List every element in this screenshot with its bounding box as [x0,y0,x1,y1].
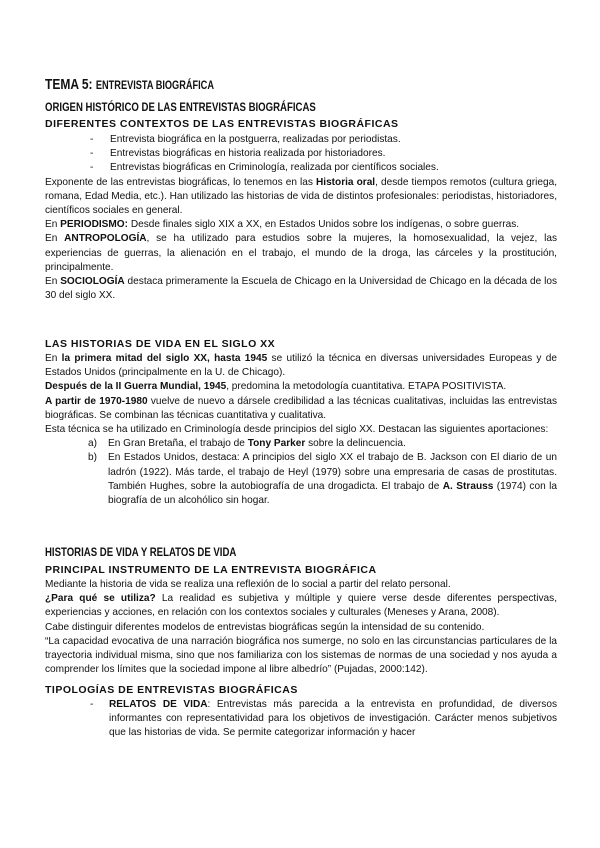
section-heading-life-stories: HISTORIAS DE VIDA Y RELATOS DE VIDA [45,545,237,559]
paragraph-models: Cabe distinguir diferentes modelos de entrevistas biográficas según la intensidad de su contenido. [45,621,485,633]
topic-number: TEMA 5: [45,76,93,93]
typologies-body [45,698,557,741]
life-stories-body [45,578,557,677]
subheading-contexts: DIFERENTES CONTEXTOS DE LAS ENTREVISTAS BIOGRÁFICAS [45,118,399,130]
section-heading-origin: ORIGEN HISTÓRICO DE LAS ENTREVISTAS BIOGRÁFICAS [45,100,316,114]
section-heading-20th-century: LAS HISTORIAS DE VIDA EN EL SIGLO XX [45,338,276,350]
section-heading-typologies: TIPOLOGÍAS DE ENTREVISTAS BIOGRÁFICAS [45,684,298,696]
paragraph-1970: A partir de 1970-1980 vuelve de nuevo a dársele credibilidad a las técnicas cualitativas, incluidas las entrevistas biográficas. Se combinan las técnicas cuantitativa y cualitativa. [45,395,557,421]
paragraph-reflection: Mediante la historia de vida se realiza una reflexión de lo social a partir del relato personal. [45,579,451,590]
paragraph-criminology: Esta técnica se ha utilizado en Criminología desde principios del siglo XX. Destacan las siguientes aportaciones: [45,424,549,436]
topic-title: ENTREVISTA BIOGRÁFICA [95,80,214,92]
contexts-list [45,133,557,176]
list-item: - Entrevista biográfica en la postguerra, realizadas por periodistas. [90,134,401,145]
contexts-body [45,133,557,303]
contributions-list [45,437,557,508]
twentieth-century-body [45,352,557,508]
paragraph-journalism: En PERIODISMO: Desde finales siglo XIX a XX, en Estados Unidos sobre los indígenas, o sobre guerras. [45,219,520,231]
topic-heading [45,76,256,93]
list-item: - Entrevistas biográficas en historia realizada por historiadores. [90,148,386,160]
list-item: a) En Gran Bretaña, el trabajo de Tony Parker sobre la delincuencia. [88,438,406,450]
paragraph-purpose: ¿Para qué se utiliza? La realidad es subjetiva y múltiple y quiere verse desde diferentes perspectivas, experiencias y acciones, en relación con los contextos sociales y culturales (Meneses y Arana, 2008). [45,593,557,619]
paragraph-quote: “La capacidad evocativa de una narración biográfica nos sumerge, no solo en las circunstancias particulares de la trayectoria individual misma, sino que nos familiariza con los sistemas de normas de una sociedad y nos ayuda a comprender los límites que la sociedad impone al libre albedrío” (Pujadas, 2000:142). [45,635,557,676]
paragraph-postwar: Después de la II Guerra Mundial, 1945, predomina la metodología cuantitativa. ETAPA POSITIVISTA. [45,381,507,393]
paragraph-anthropology: En ANTROPOLOGÍA, se ha utilizado para estudios sobre la mujeres, la homosexualidad, la vejez, las experiencias de guerras, la alienación en el trabajo, el mundo de la droga, las cárceles y la prostitución, principalmente. [45,233,557,273]
subheading-main-instrument: PRINCIPAL INSTRUMENTO DE LA ENTREVISTA BIOGRÁFICA [45,564,377,576]
paragraph-oral-history: Exponente de las entrevistas biográficas, lo tenemos en las Historia oral, desde tiempos remotos (cultura griega, romana, Edad Media, etc.). Han utilizado las historias de vida de distintos profesionales: periodistas, historiadores, científicos sociales en general. [45,176,558,217]
paragraph-sociology: En SOCIOLOGÍA destaca primeramente la Escuela de Chicago en la Universidad de Chicago en la década de los 30 del siglo XX. [45,276,557,302]
list-item: - RELATOS DE VIDA: Entrevistas más parecida a la entrevista en profundidad, de diversos informantes con representatividad para los objetivos de investigación. Carácter menos subjetivos que las historias de vida. Se permite categorizar información y hacer [90,699,557,739]
paragraph-first-half: En la primera mitad del siglo XX, hasta 1945 se utilizó la técnica en diversas universidades Europeas y de Estados Unidos (principalmente en la U. de Chicago). [45,353,557,379]
typologies-list [45,698,557,741]
list-item: - Entrevistas biográficas en Criminología, realizada por científicos sociales. [90,162,439,174]
list-item: b) En Estados Unidos, destaca: A principios del siglo XX el trabajo de B. Jackson con El diario de un ladrón (1922). Más tarde, el trabajo de Heyl (1979) sobre una empresaria de casas de prostitutas. También Hughes, sobre la autobiografía de una drogadicta. El trabajo de A. Strauss (1974) con la biografía de un alcohólico sin hogar. [88,452,557,507]
